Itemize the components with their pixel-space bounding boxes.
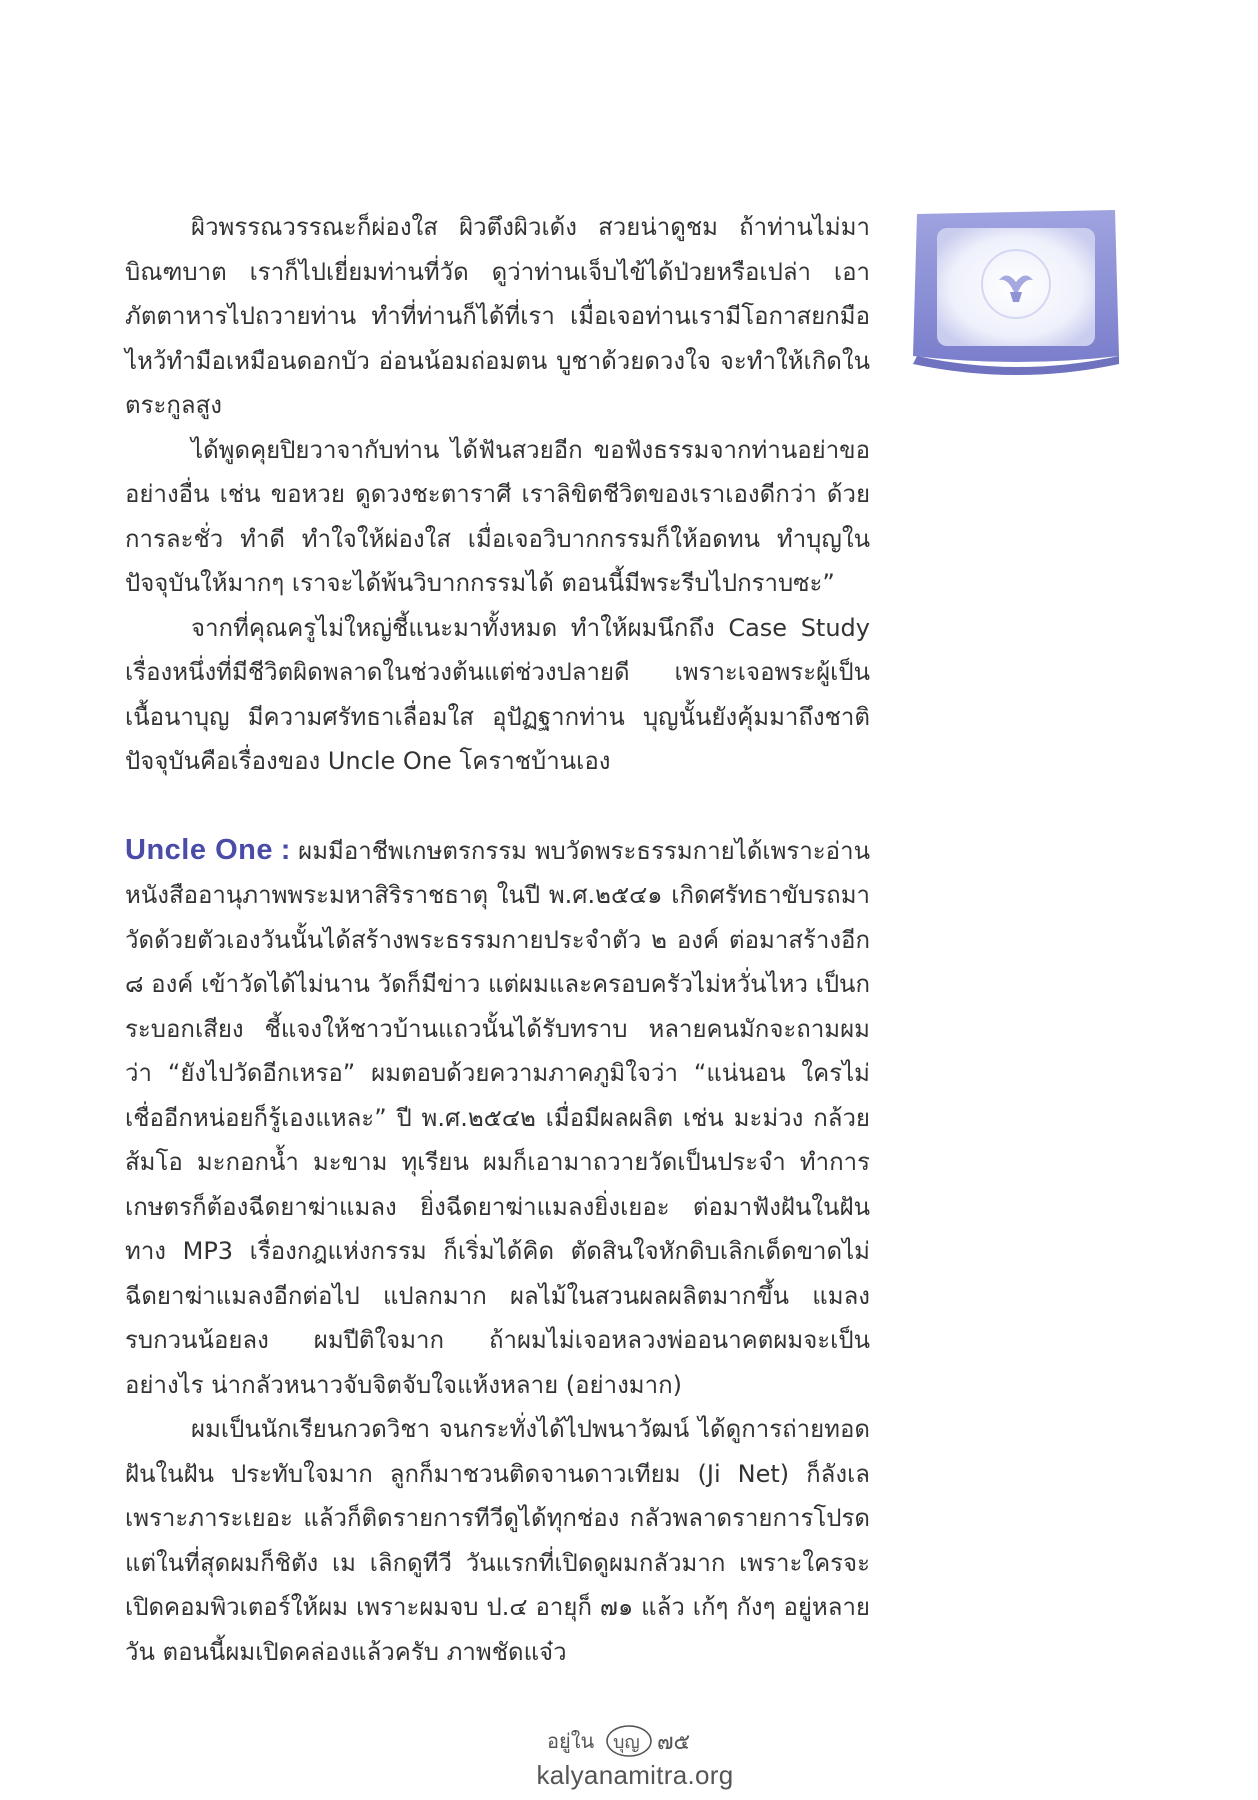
- body-text: [125, 205, 870, 1674]
- paragraph-5: ผมเป็นนักเรียนกวดวิชา จนกระทั่งได้ไปพนาวัฒน์ ได้ดูการถ่ายทอดฝันในฝัน ประทับใจมาก ลูกก็มาชวนติดจานดาวเทียม (Ji Net) ก็ลังเลเพราะภาระเยอะ แล้วก็ติดรายการทีวีดูได้ทุกช่อง กลัวพลาดรายการโปรดแต่ในที่สุดผมก็ชิตัง เม เลิกดูทีวี วันแรกที่เปิดดูผมกลัวมาก เพราะใครจะเปิดคอมพิวเตอร์ให้ผม เพราะผมจบ ป.๔ อายุก็ ๗๑ แล้ว เก้ๆ กังๆ อยู่หลายวัน ตอนนี้ผมเปิดคล่องแล้วครับ ภาพชัดแจ๋ว: [125, 1415, 870, 1666]
- paragraph-2: ได้พูดคุยปิยวาจากับท่าน ได้ฟันสวยอีก ขอฟังธรรมจากท่านอย่าขออย่างอื่น เช่น ขอหวย ดูดวงชะตาราศี เราลิขิตชีวิตของเราเองดีกว่า ด้วยการละชั่ว ทำดี ทำใจให้ผ่องใส เมื่อเจอวิบากกรรมก็ให้อดทน ทำบุญในปัจจุบันให้มากๆ เราจะได้พ้นวิบากกรรมได้ ตอนนี้มีพระรีบไปกราบซะ”: [125, 435, 870, 597]
- book-logo: [545, 1722, 725, 1758]
- svg-text:อยู่ใน: อยู่ใน: [547, 1729, 595, 1753]
- paragraph-4: [125, 828, 870, 1408]
- paragraph-4-text: ผมมีอาชีพเกษตรกรรม พบวัดพระธรรมกายได้เพราะอ่านหนังสืออานุภาพพระมหาสิริราชธาตุ ในปี พ.ศ.๒๕๔๑ เกิดศรัทธาขับรถมาวัดด้วยตัวเองวันนั้นได้สร้างพระธรรมกายประจำตัว ๒ องค์ ต่อมาสร้างอีก ๘ องค์ เข้าวัดได้ไม่นาน วัดก็มีข่าว แต่ผมและครอบครัวไม่หวั่นไหว เป็นกระบอกเสียง ชี้แจงให้ชาวบ้านแถวนั้นได้รับทราบ หลายคนมักจะถามผมว่า “ยังไปวัดอีกเหรอ” ผมตอบด้วยความภาคภูมิใจว่า “แน่นอน ใครไม่เชื่ออีกหน่อยก็รู้เองแหละ” ปี พ.ศ.๒๕๔๒ เมื่อมีผลผลิต เช่น มะม่วง กล้วยส้มโอ มะกอกน้ำ มะขาม ทุเรียน ผมก็เอามาถวายวัดเป็นประจำ ทำการเกษตรก็ต้องฉีดยาฆ่าแมลง ยิ่งฉีดยาฆ่าแมลงยิ่งเยอะ ต่อมาฟังฝันในฝันทาง MP3 เรื่องกฎแห่งกรรม ก็เริ่มได้คิด ตัดสินใจหักดิบเลิกเด็ดขาดไม่ฉีดยาฆ่าแมลงอีกต่อไป แปลกมาก ผลไม้ในสวนผลผลิตมากขึ้น แมลงรบกวนน้อยลง ผมปีติใจมาก ถ้าผมไม่เจอหลวงพ่ออนาคตผมจะเป็นอย่างไร น่ากลัวหนาวจับจิตจับใจแห้งหลาย (อย่างมาก): [125, 836, 870, 1399]
- tv-dove-icon: [907, 206, 1125, 386]
- paragraph-3: จากที่คุณครูไม่ใหญ่ชี้แนะมาทั้งหมด ทำให้ผมนึกถึง Case Study เรื่องหนึ่งที่มีชีวิตผิดพลาดในช่วงต้นแต่ช่วงปลายดี เพราะเจอพระผู้เป็นเนื้อนาบุญ มีความศรัทธาเลื่อมใส อุปัฏฐากท่าน บุญนั้นยังคุ้มมาถึงชาติปัจจุบันคือเรื่องของ Uncle One โคราชบ้านเอง: [125, 613, 870, 775]
- page-number: ๗๕: [657, 1730, 691, 1755]
- section-gap: [125, 784, 870, 828]
- svg-text:บุญ: บุญ: [613, 1732, 640, 1753]
- speaker-name: Uncle One: [125, 833, 274, 866]
- paragraph-1: ผิวพรรณวรรณะก็ผ่องใส ผิวตึงผิวเด้ง สวยน่าดูชม ถ้าท่านไม่มาบิณฑบาต เราก็ไปเยี่ยมท่านที่วัด ดูว่าท่านเจ็บไข้ได้ป่วยหรือเปล่า เอาภัตตาหารไปถวายท่าน ทำที่ท่านก็ได้ที่เรา เมื่อเจอท่านเรามีโอกาสยกมือไหว้ทำมือเหมือนดอกบัว อ่อนน้อมถ่อมตน บูชาด้วยดวงใจ จะทำให้เกิดในตระกูลสูง: [125, 213, 870, 419]
- website-watermark: kalyanamitra.org: [536, 1760, 734, 1790]
- speaker-separator: :: [280, 833, 291, 866]
